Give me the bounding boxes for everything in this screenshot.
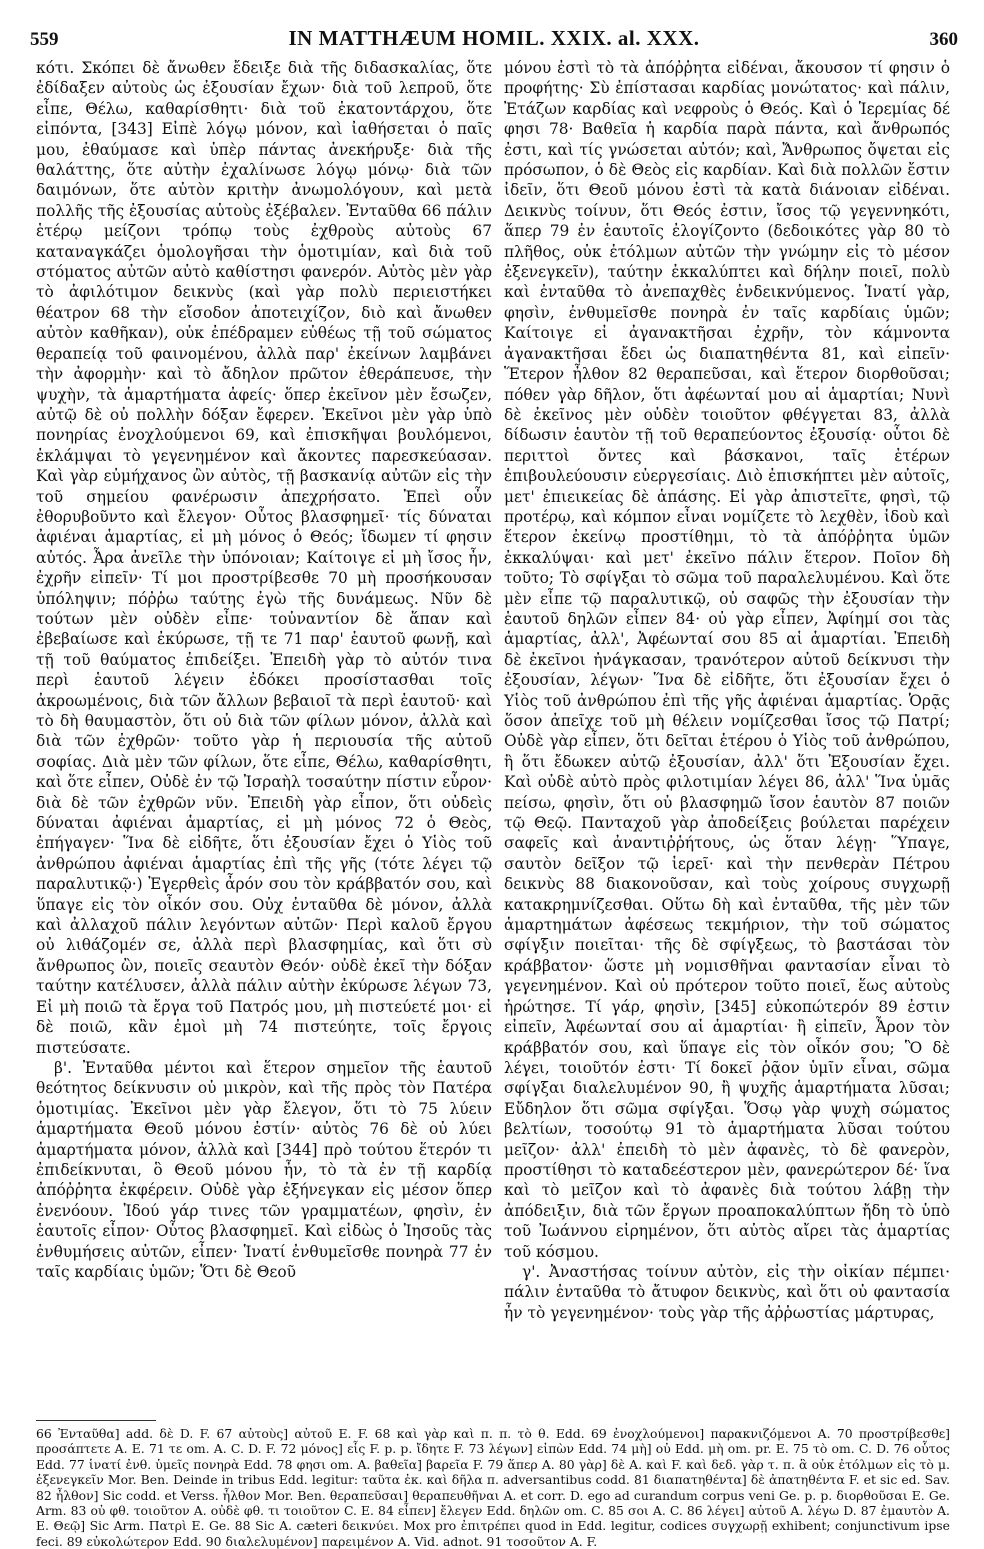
right-paragraph-2: γ'. Ἀναστήσας τοίνυν αὐτὸν, εἰς τὴν οἰκίαν πέμπει· πάλιν ἐνταῦθα τὸ ἄτυφον δεικνὺς, καὶ ὅτι οὐ φαντασία ἦν τὸ γεγενημένον· τοὺς γὰρ τῆς ἀῤῥωστίας μάρτυρας, — [504, 1262, 950, 1322]
right-paragraph-1: μόνου ἐστὶ τὸ τὰ ἀπόῤῥητα εἰδέναι, ἄκουσον τί φησιν ὁ προφήτης· Σὺ ἐπίστασαι καρδίας μονώτατος· καὶ πάλιν, Ἐτάζων καρδίας καὶ νεφροὺς ὁ Θεός. Καὶ ὁ Ἱερεμίας δέ φησι 78· Βαθεῖα ἡ καρδία παρὰ πάντα, καὶ ἄνθρωπός ἐστι, καὶ τίς γνώσεται αὐτόν; καὶ, Ἄνθρωπος ὄψεται εἰς πρόσωπον, ὁ δὲ Θεὸς εἰς καρδίαν. Καὶ διὰ πολλῶν ἔστιν ἰδεῖν, ὅτι Θεοῦ μόνου ἐστὶ τὰ κατὰ διάνοιαν εἰδέναι. Δεικνὺς τοίνυν, ὅτι Θεός ἐστιν, ἴσος τῷ γεγεννηκότι, ἅπερ 79 ἐν ἑαυτοῖς ἐλογίζοντο (δεδοικότες γὰρ 80 τὸ πλῆθος, οὐκ ἐτόλμων αὐτῶν τὴν γνώμην εἰς τὸ μέσον ἐξενεγκεῖν), ταύτην ἐκκαλύπτει καὶ δήλην ποιεῖ, πολὺ καὶ ἐνταῦθα τὸ ἀνεπαχθὲς ἐνδεικνύμενος. Ἱνατί γὰρ, φησὶν, ἐνθυμεῖσθε πονηρὰ ἐν ταῖς καρδίαις ὑμῶν; Καίτοιγε εἰ ἀγανακτῆσαι ἐχρῆν, τὸν κάμνοντα ἀγανακτῆσαι ἔδει ὡς διαπατηθέντα 81, καὶ εἰπεῖν· Ἕτερον ἦλθον 82 θεραπεῦσαι, καὶ ἕτερον διορθοῦσαι; πόθεν γὰρ δῆλον, ὅτι ἀφέωνταί μου αἱ ἁμαρτίαι; Νυνὶ δὲ ἐκεῖνος μὲν οὐδὲν τοιοῦτον φθέγγεται 83, ἀλλὰ δίδωσιν ἑαυτὸν τῇ τοῦ θεραπεύοντος ἐξουσίᾳ· οὗτοι δὲ περιττοὶ ὄντες καὶ βάσκανοι, ταῖς ἑτέρων ἐπιβουλεύουσιν εὐεργεσίαις. Διὸ ἐπισκήπτει μὲν αὐτοῖς, μετ' ἐπιεικείας δὲ ἁπάσης. Εἰ γὰρ ἀπιστεῖτε, φησὶ, τῷ προτέρῳ, καὶ κόμπον εἶναι νομίζετε τὸ λεχθὲν, ἰδοὺ καὶ ἕτερον ἐκείνῳ προστίθημι, τὸ τὰ ἀπόῤῥητα ὑμῶν ἐκκαλύψαι· καὶ μετ' ἐκεῖνο πάλιν ἕτερον. Ποῖον δὴ τοῦτο; Τὸ σφίγξαι τὸ σῶμα τοῦ παραλελυμένου. Καὶ ὅτε μὲν εἶπε τῷ παραλυτικῷ, οὐ σαφῶς τὴν ἐξουσίαν τὴν ἑαυτοῦ δηλῶν εἶπεν 84· οὐ γὰρ εἶπεν, Ἀφίημί σοι τὰς ἁμαρτίας, ἀλλ', Ἀφέωνταί σου 85 αἱ ἁμαρτίαι. Ἐπειδὴ δὲ ἐκεῖνοι ἠνάγκασαν, τρανότερον αὐτοῦ δείκνυσι τὴν ἐξουσίαν, λέγων· Ἵνα δὲ εἰδῆτε, ὅτι ἐξουσίαν ἔχει ὁ Υἱὸς τοῦ ἀνθρώπου ἐπὶ τῆς γῆς ἀφιέναι ἁμαρτίας. Ὁρᾷς ὅσον ἀπεῖχε τοῦ μὴ θέλειν νομίζεσθαι ἴσος τῷ Πατρί; Οὐδὲ γὰρ εἶπεν, ὅτι δεῖται ἑτέρου ὁ Υἱὸς τοῦ ἀνθρώπου, ἢ ὅτι ἔδωκεν αὐτῷ ἐξουσίαν, ἀλλ' ὅτι Ἐξουσίαν ἔχει. Καὶ οὐδὲ αὐτὸ πρὸς φιλοτιμίαν λέγει 86, ἀλλ' Ἵνα ὑμᾶς πείσω, φησὶν, ὅτι οὐ βλασφημῶ ἴσον ἑαυτὸν 87 ποιῶν τῷ Θεῷ. Πανταχοῦ γὰρ ἀποδείξεις βούλεται παρέχειν σαφεῖς καὶ ἀναντιῤῥήτους, ὡς ὅταν λέγῃ· Ὕπαγε, σαυτὸν δεῖξον τῷ ἱερεῖ· καὶ τὴν πενθερὰν Πέτρου δεικνὺς 88 διακονοῦσαν, καὶ τοὺς χοίρους συγχωρῇ κατακρημνίζεσθαι. Οὕτω δὴ καὶ ἐνταῦθα, τῆς μὲν τῶν ἁμαρτημάτων ἀφέσεως τεκμήριον, τὴν τοῦ σώματος σφίγξιν ποιεῖται· τῆς δὲ σφίγξεως, τὸ βαστάσαι τὸν κράββατον· ὥστε μὴ νομισθῆναι φαντασίαν εἶναι τὸ γεγενημένον. Καὶ οὐ πρότερον τοῦτο ποιεῖ, ἕως αὐτοὺς ἠρώτησε. Τί γάρ, φησὶν, [345] εὐκοπώτερόν 89 ἐστιν εἰπεῖν, Ἀφέωνταί σου αἱ ἁμαρτίαι· ἢ εἰπεῖν, Ἆρον τὸν κράββατόν σου, καὶ ὕπαγε εἰς τὸν οἶκόν σου; Ὃ δὲ λέγει, τοιοῦτόν ἐστι· Τί δοκεῖ ῥᾷον ὑμῖν εἶναι, σῶμα σφίγξαι διαλελυμένον 90, ἢ ψυχῆς ἁμαρτήματα λῦσαι; Εὔδηλον ὅτι σῶμα σφίγξαι. Ὅσῳ γὰρ ψυχὴ σώματος βελτίων, τοσούτῳ 91 τὸ ἁμαρτήματα λῦσαι τούτου μεῖζον· ἀλλ' ἐπειδὴ τὸ μὲν ἀφανὲς, τὸ δὲ φανερὸν, προστίθησι τὸ καταδεέστερον μὲν, φανερώτερον δέ· ἵνα καὶ τὸ μεῖζον καὶ τὸ ἀφανὲς διὰ τούτου λάβῃ τὴν ἀπόδειξιν, διὰ τῶν ἔργων προαποκαλύπτων ἤδη τὸ ὑπὸ τοῦ Ἰωάννου εἰρημένον, ὅτι αὐτὸς αἴρει τὰς ἁμαρτίας τοῦ κόσμου. — [504, 59, 950, 1261]
running-title: IN MATTHÆUM HOMIL. XXIX. al. XXX. — [288, 26, 700, 50]
page-number-right: 360 — [929, 29, 958, 50]
left-column — [36, 58, 492, 1418]
page-number-left: 559 — [30, 29, 59, 50]
left-paragraph-1: κότι. Σκόπει δὲ ἄνωθεν ἔδειξε διὰ τῆς διδασκαλίας, ὅτε ἐδίδαξεν αὐτοὺς ὡς ἐξουσίαν ἔχων· διὰ τοῦ λεπροῦ, ὅτε εἶπε, Θέλω, καθαρίσθητι· διὰ τοῦ ἑκατοντάρχου, ὅτε εἰπόντα, [343] Εἰπὲ λόγῳ μόνον, καὶ ἰαθήσεται ὁ παῖς μου, ἐθαύμασε καὶ ὑπὲρ πάντας ἀνεκήρυξε· διὰ τῆς θαλάττης, ὅτε αὐτὴν ἐχαλίνωσε λόγῳ μόνῳ· διὰ τῶν δαιμόνων, ὅτε αὐτὸν κριτὴν ἀνωμολόγουν, καὶ μετὰ πολλῆς τῆς ἐξουσίας αὐτοὺς ἐξέβαλεν. Ἐνταῦθα 66 πάλιν ἑτέρῳ μείζονι τρόπῳ τοὺς ἐχθροὺς αὐτοὺς 67 καταναγκάζει ὁμολογῆσαι τὴν ὁμοτιμίαν, καὶ διὰ τοῦ στόματος αὐτῶν αὐτὸ καθίστησι φανερόν. Αὐτὸς μὲν γὰρ τὸ ἀφιλότιμον δεικνὺς (καὶ γὰρ πολὺ περιειστήκει θέατρον 68 τὴν εἴσοδον ἀποτειχίζον, διὸ καὶ ἄνωθεν αὐτὸν καθῆκαν), οὐκ ἐπέδραμεν εὐθέως τῇ τοῦ σώματος θεραπείᾳ τοῦ φαινομένου, ἀλλὰ παρ' ἐκείνων λαμβάνει τὴν ἀφορμὴν· καὶ τὸ ἄδηλον πρῶτον ἐθεράπευσε, τὴν ψυχὴν, τὰ ἁμαρτήματα ἀφείς· ὅπερ ἐκεῖνον μὲν ἔσωζεν, αὐτῷ δὲ οὐ πολλὴν δόξαν ἔφερεν. Ἐκεῖνοι μὲν γὰρ ὑπὸ πονηρίας ἐνοχλούμενοι 69, καὶ ἐπισκῆψαι βουλόμενοι, ἐκλάμψαι τὸ γεγενημένον καὶ ἄκοντες παρεσκεύασαν. Καὶ γὰρ εὐμήχανος ὢν αὐτὸς, τῇ βασκανίᾳ αὐτῶν εἰς τὴν τοῦ σημείου φανέρωσιν ἀπεχρήσατο. Ἐπεὶ οὖν ἐθορυβοῦντο καὶ ἔλεγον· Οὗτος βλασφημεῖ· τίς δύναται ἀφιέναι ἁμαρτίας, εἰ μὴ μόνος ὁ Θεός; ἴδωμεν τί φησιν αὐτός. Ἆρα ἀνεῖλε τὴν ὑπόνοιαν; Καίτοιγε εἰ μὴ ἴσος ἦν, ἐχρῆν εἰπεῖν· Τί μοι προστρίβεσθε 70 μὴ προσήκουσαν ὑπόληψιν; πόῤῥω ταύτης ἐγὼ τῆς δυνάμεως. Νῦν δὲ τούτων μὲν οὐδὲν εἶπε· τοὐναντίον δὲ ἅπαν καὶ ἐβεβαίωσε καὶ ἐκύρωσε, τῇ τε 71 παρ' ἑαυτοῦ φωνῇ, καὶ τῇ τοῦ θαύματος ἐπιδείξει. Ἐπειδὴ γὰρ τὸ αὐτόν τινα περὶ ἑαυτοῦ λέγειν ἐδόκει προσίστασθαι τοῖς ἀκροωμένοις, διὰ τῶν ἄλλων βεβαιοῖ τὰ περὶ ἑαυτοῦ· καὶ τὸ δὴ θαυμαστὸν, ὅτι οὐ διὰ τῶν φίλων μόνον, ἀλλὰ καὶ διὰ τῶν ἐχθρῶν· τοῦτο γὰρ ἡ περιουσία τῆς αὐτοῦ σοφίας. Διὰ μὲν τῶν φίλων, ὅτε εἶπε, Θέλω, καθαρίσθητι, καὶ ὅτε εἶπεν, Οὐδὲ ἐν τῷ Ἰσραὴλ τοσαύτην πίστιν εὗρον· διὰ δὲ τῶν ἐχθρῶν νῦν. Ἐπειδὴ γὰρ εἶπον, ὅτι οὐδεὶς δύναται ἀφιέναι ἁμαρτίας, εἰ μὴ μόνος 72 ὁ Θεὸς, ἐπήγαγεν· Ἵνα δὲ εἰδῆτε, ὅτι ἐξουσίαν ἔχει ὁ Υἱὸς τοῦ ἀνθρώπου ἀφιέναι ἁμαρτίας ἐπὶ τῆς γῆς (τότε λέγει τῷ παραλυτικῷ·) Ἐγερθεὶς ἆρόν σου τὸν κράββατόν σου, καὶ ὕπαγε εἰς τὸν οἶκόν σου. Οὐχ ἐνταῦθα δὲ μόνον, ἀλλὰ καὶ ἀλλαχοῦ πάλιν λεγόντων αὐτῶν· Περὶ καλοῦ ἔργου οὐ λιθάζομέν σε, ἀλλὰ περὶ βλασφημίας, καὶ ὅτι σὺ ἄνθρωπος ὢν, ποιεῖς σεαυτὸν Θεόν· οὐδὲ ἐκεῖ τὴν δόξαν ταύτην κατέλυσεν, ἀλλὰ πάλιν αὐτὴν ἐκύρωσε λέγων 73, Εἰ μὴ ποιῶ τὰ ἔργα τοῦ Πατρός μου, μὴ πιστεύετέ μοι· εἰ δὲ ποιῶ, κἂν ἐμοὶ μὴ 74 πιστεύητε, τοῖς ἔργοις πιστεύσατε. — [36, 59, 492, 1057]
running-header — [30, 26, 958, 54]
left-paragraph-2: β'. Ἐνταῦθα μέντοι καὶ ἕτερον σημεῖον τῆς ἑαυτοῦ θεότητος δείκνυσιν οὐ μικρὸν, καὶ τῆς πρὸς τὸν Πατέρα ὁμοτιμίας. Ἐκεῖνοι μὲν γὰρ ἔλεγον, ὅτι τὸ 75 λύειν ἁμαρτήματα Θεοῦ μόνου ἐστίν· αὐτὸς 76 δὲ οὐ λύει ἁμαρτήματα μόνον, ἀλλὰ καὶ [344] πρὸ τούτου ἕτερόν τι ἐπιδείκνυται, ὃ Θεοῦ μόνου ἦν, τὸ τὰ ἐν τῇ καρδίᾳ ἀπόῤῥητα ἐκφέρειν. Οὐδὲ γὰρ ἐξήνεγκαν εἰς μέσον ὅπερ ἐνενόουν. Ἰδού γάρ τινες τῶν γραμματέων, φησὶν, ἐν ἑαυτοῖς εἶπον· Οὗτος βλασφημεῖ. Καὶ εἰδὼς ὁ Ἰησοῦς τὰς ἐνθυμήσεις αὐτῶν, εἶπεν· Ἱνατί ἐνθυμεῖσθε πονηρὰ 77 ἐν ταῖς καρδίαις ὑμῶν; Ὅτι δὲ Θεοῦ — [36, 1058, 492, 1281]
footnote-rule — [36, 1420, 156, 1421]
footnotes: 66 Ἐνταῦθα] add. δὲ D. F. 67 αὐτοὺς] αὐτοῦ E. F. 68 καὶ γὰρ καὶ π. π. τὸ θ. Edd. 69 ἐνοχλούμενοι] παρακνιζόμενοι A. 70 προστρίβεσθε] προσάπτετε A. E. 71 τε om. A. C. D. F. 72 μόνος] εἷς F. p. p. ἴδητε F. 73 λέγων] εἰπὼν Edd. 74 μὴ] οὐ Edd. μὴ om. pr. E. 75 τὸ om. C. D. 76 οὗτος Edd. 77 ἱνατί ἐνθ. ὑμεῖς πονηρὰ Edd. 78 φησι om. A. βαθεῖα] βαρεῖα F. 79 ἅπερ A. 80 γὰρ] δὲ A. καὶ F. καὶ δεδ. γὰρ τ. π. ἃ οὐκ ἐτόλμων εἰς τὸ μ. ἐξενεγκεῖν Mor. Ben. Deinde in tribus Edd. legitur: ταῦτα ἐκ. καὶ δῆλα π. adversantibus codd. 81 διαπατηθέντα] δὲ ἀπατηθέντα F. et sic ed. Sav. 82 ἦλθον] Sic codd. et Verss. ἦλθον Mor. Ben. θεραπεῦσαι] θεραπευθῆναι A. et corr. D. ego ad curandum corpus veni Ge. p. p. διορθοῦσαι E. Ge. Arm. 83 οὐ φθ. τοιοῦτον A. οὐδὲ φθ. τι τοιοῦτον C. E. 84 εἶπεν] ἔλεγεν Edd. δηλῶν om. C. 85 σοι A. C. 86 λέγει] αὐτοῦ A. λέγω D. 87 ἐμαυτὸν A. E. Θεῷ] Sic Arm. Πατρὶ E. Ge. 88 Sic A. cæteri δεικνύει. Mox pro ἐπιτρέπει quod in Edd. legitur, codices συγχωρῇ exhibent; conjunctivum ipse feci. 89 εὐκολώτερον Edd. 90 διαλελυμένον] παρειμένον A. Vid. adnot. 91 τοσοῦτον A. F. — [36, 1426, 950, 1549]
right-column — [504, 58, 950, 1418]
